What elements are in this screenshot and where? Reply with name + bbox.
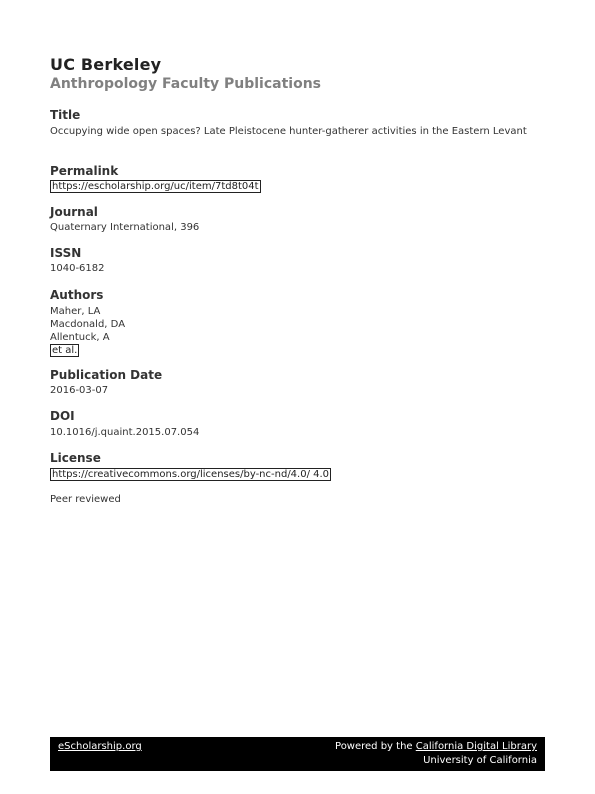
license-label: License [50, 451, 101, 465]
more-authors-link[interactable]: et al. [52, 345, 78, 356]
series-name: Anthropology Faculty Publications [50, 76, 322, 92]
title-label: Title [50, 108, 81, 122]
journal-label: Journal [50, 205, 98, 219]
author-item: Allentuck, A [50, 332, 110, 343]
permalink-link[interactable]: https://escholarship.org/uc/item/7td8t04t [52, 181, 259, 192]
permalink-row [50, 180, 261, 194]
publication-date-label: Publication Date [50, 368, 163, 382]
institution-name: UC Berkeley [50, 55, 162, 74]
title-value: Occupying wide open spaces? Late Pleistocene hunter-gatherer activities in the Eastern Levant [50, 126, 527, 137]
peer-reviewed-note: Peer reviewed [50, 494, 121, 505]
university-name: University of California [423, 755, 537, 766]
journal-value: Quaternary International, 396 [50, 222, 200, 233]
powered-by-line [335, 741, 537, 752]
issn-value: 1040-6182 [50, 263, 105, 274]
issn-label: ISSN [50, 246, 82, 260]
cdl-link[interactable]: California Digital Library [415, 741, 537, 752]
doi-label: DOI [50, 409, 75, 423]
footer-bar [50, 737, 545, 771]
authors-list [50, 305, 125, 357]
doi-value: 10.1016/j.quaint.2015.07.054 [50, 427, 200, 438]
author-item: Maher, LA [50, 306, 101, 317]
escholarship-link[interactable]: eScholarship.org [58, 741, 142, 752]
powered-by-text: Powered by the [335, 741, 416, 752]
publication-date-value: 2016-03-07 [50, 385, 109, 396]
authors-label: Authors [50, 288, 104, 302]
license-link[interactable]: https://creativecommons.org/licenses/by-nc-nd/4.0/ 4.0 [52, 469, 330, 480]
permalink-label: Permalink [50, 164, 119, 178]
license-row [50, 468, 331, 482]
author-item: Macdonald, DA [50, 319, 126, 330]
